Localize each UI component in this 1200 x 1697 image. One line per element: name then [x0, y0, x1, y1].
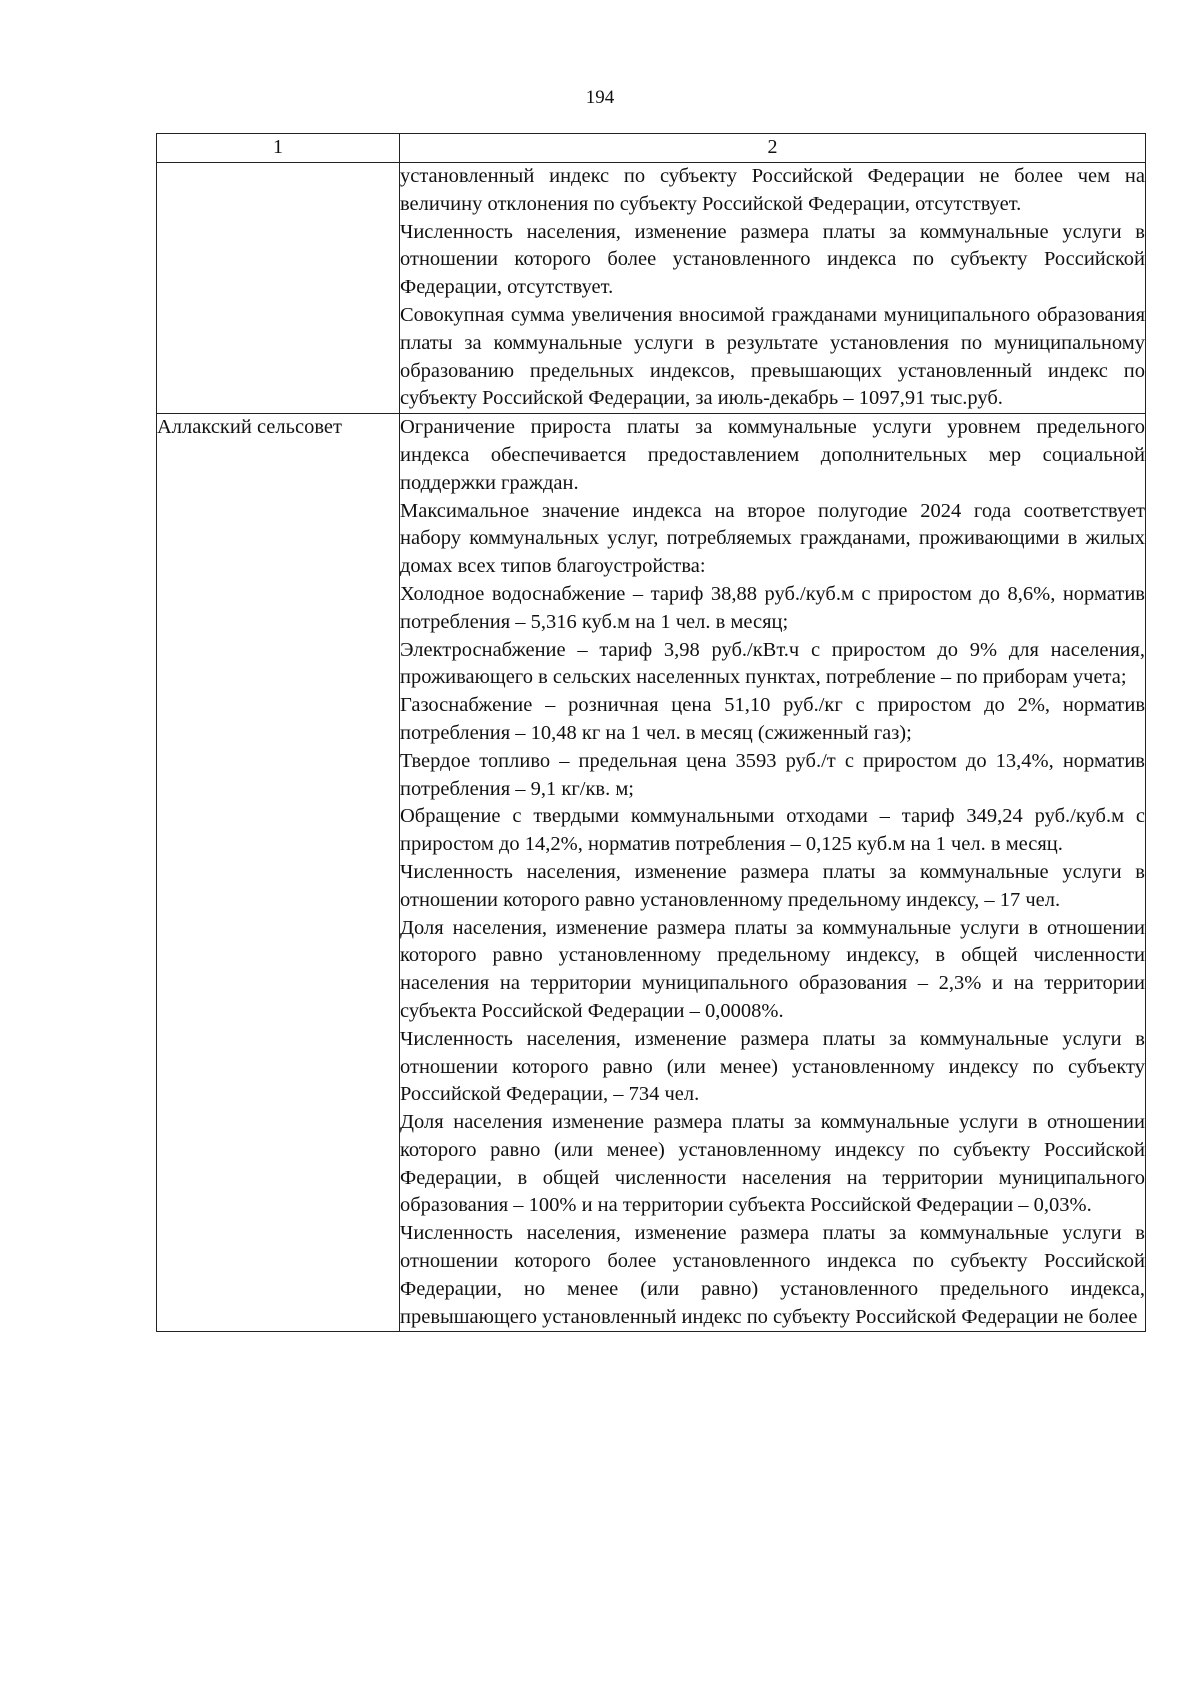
paragraph: Численность населения, изменение размера платы за коммунальные услуги в отношении которого равно (или менее) установленному индексу по субъекту Российской Федерации, – 734 чел.: [400, 1027, 1145, 1106]
paragraph: Доля населения изменение размера платы за коммунальные услуги в отношении которого равно (или менее) установленному индексу по субъекту Российской Федерации, в общей численности населения на территории муниципального образования – 100% и на территории субъекта Российской Федерации – 0,03%.: [400, 1111, 1145, 1217]
paragraph: Твердое топливо – предельная цена 3593 руб./т с приростом до 13,4%, норматив потребления – 9,1 кг/кв. м;: [400, 749, 1145, 800]
paragraph: Ограничение прироста платы за коммунальные услуги уровнем предельного индекса обеспечивается предоставлением дополнительных мер социальной поддержки граждан.: [400, 416, 1145, 494]
paragraph: Численность населения, изменение размера платы за коммунальные услуги в отношении которого равно установленному предельному индексу, – 17 чел.: [400, 860, 1145, 911]
paragraph: Газоснабжение – розничная цена 51,10 руб./кг с приростом до 2%, норматив потребления – 10,48 кг на 1 чел. в месяц (сжиженный газ);: [400, 694, 1145, 744]
paragraph: Совокупная сумма увеличения вносимой гражданами муниципального образования платы за коммунальные услуги в результате установления по муниципальному образованию предельных индексов, превышающих установленный индекс по субъекту Российской Федерации, за июль-декабрь – 1097,91 тыс.руб.: [400, 303, 1145, 410]
paragraph: Холодное водоснабжение – тариф 38,88 руб./куб.м с приростом до 8,6%, норматив потребления – 5,316 куб.м на 1 чел. в месяц;: [400, 582, 1145, 633]
paragraph: Численность населения, изменение размера платы за коммунальные услуги в отношении которого более установленного индекса по субъекту Российской Федерации, но менее (или равно) установленного предельного индекса, превышающего установленный индекс по субъекту Российской Федерации не более: [400, 1222, 1145, 1328]
paragraph: Доля населения, изменение размера платы за коммунальные услуги в отношении которого равно установленному предельному индексу, в общей численности населения на территории муниципального образования – 2,3% и на территории субъекта Российской Федерации – 0,0008%.: [400, 916, 1145, 1022]
row-label-cell: [157, 163, 400, 414]
data-table: [156, 133, 1146, 1332]
paragraph: установленный индекс по субъекту Российской Федерации не более чем на величину отклонения по субъекту Российской Федерации, отсутствует.: [400, 165, 1145, 215]
table-row: [157, 414, 1146, 1332]
paragraph: Максимальное значение индекса на второе полугодие 2024 года соответствует набору коммунальных услуг, потребляемых гражданами, проживающими в жилых домах всех типов благоустройства:: [400, 499, 1145, 578]
paragraph: Электроснабжение – тариф 3,98 руб./кВт.ч с приростом до 9% для населения, проживающего в сельских населенных пунктах, потребление – по приборам учета;: [400, 638, 1145, 689]
header-cell-col2: 2: [400, 134, 1146, 163]
row-text-cell: [400, 163, 1146, 414]
paragraph: Обращение с твердыми коммунальными отходами – тариф 349,24 руб./куб.м с приростом до 14,2%, норматив потребления – 0,125 куб.м на 1 чел. в месяц.: [400, 805, 1145, 856]
row-text-cell: [400, 414, 1146, 1332]
header-cell-col1: 1: [157, 134, 400, 163]
table-row: [157, 163, 1146, 414]
row-label-cell: Аллакский сельсовет: [157, 414, 400, 1332]
table-header-row: [157, 134, 1146, 163]
paragraph: Численность населения, изменение размера платы за коммунальные услуги в отношении которого более установленного индекса по субъекту Российской Федерации, отсутствует.: [400, 220, 1145, 299]
page-number: 194: [585, 87, 615, 108]
